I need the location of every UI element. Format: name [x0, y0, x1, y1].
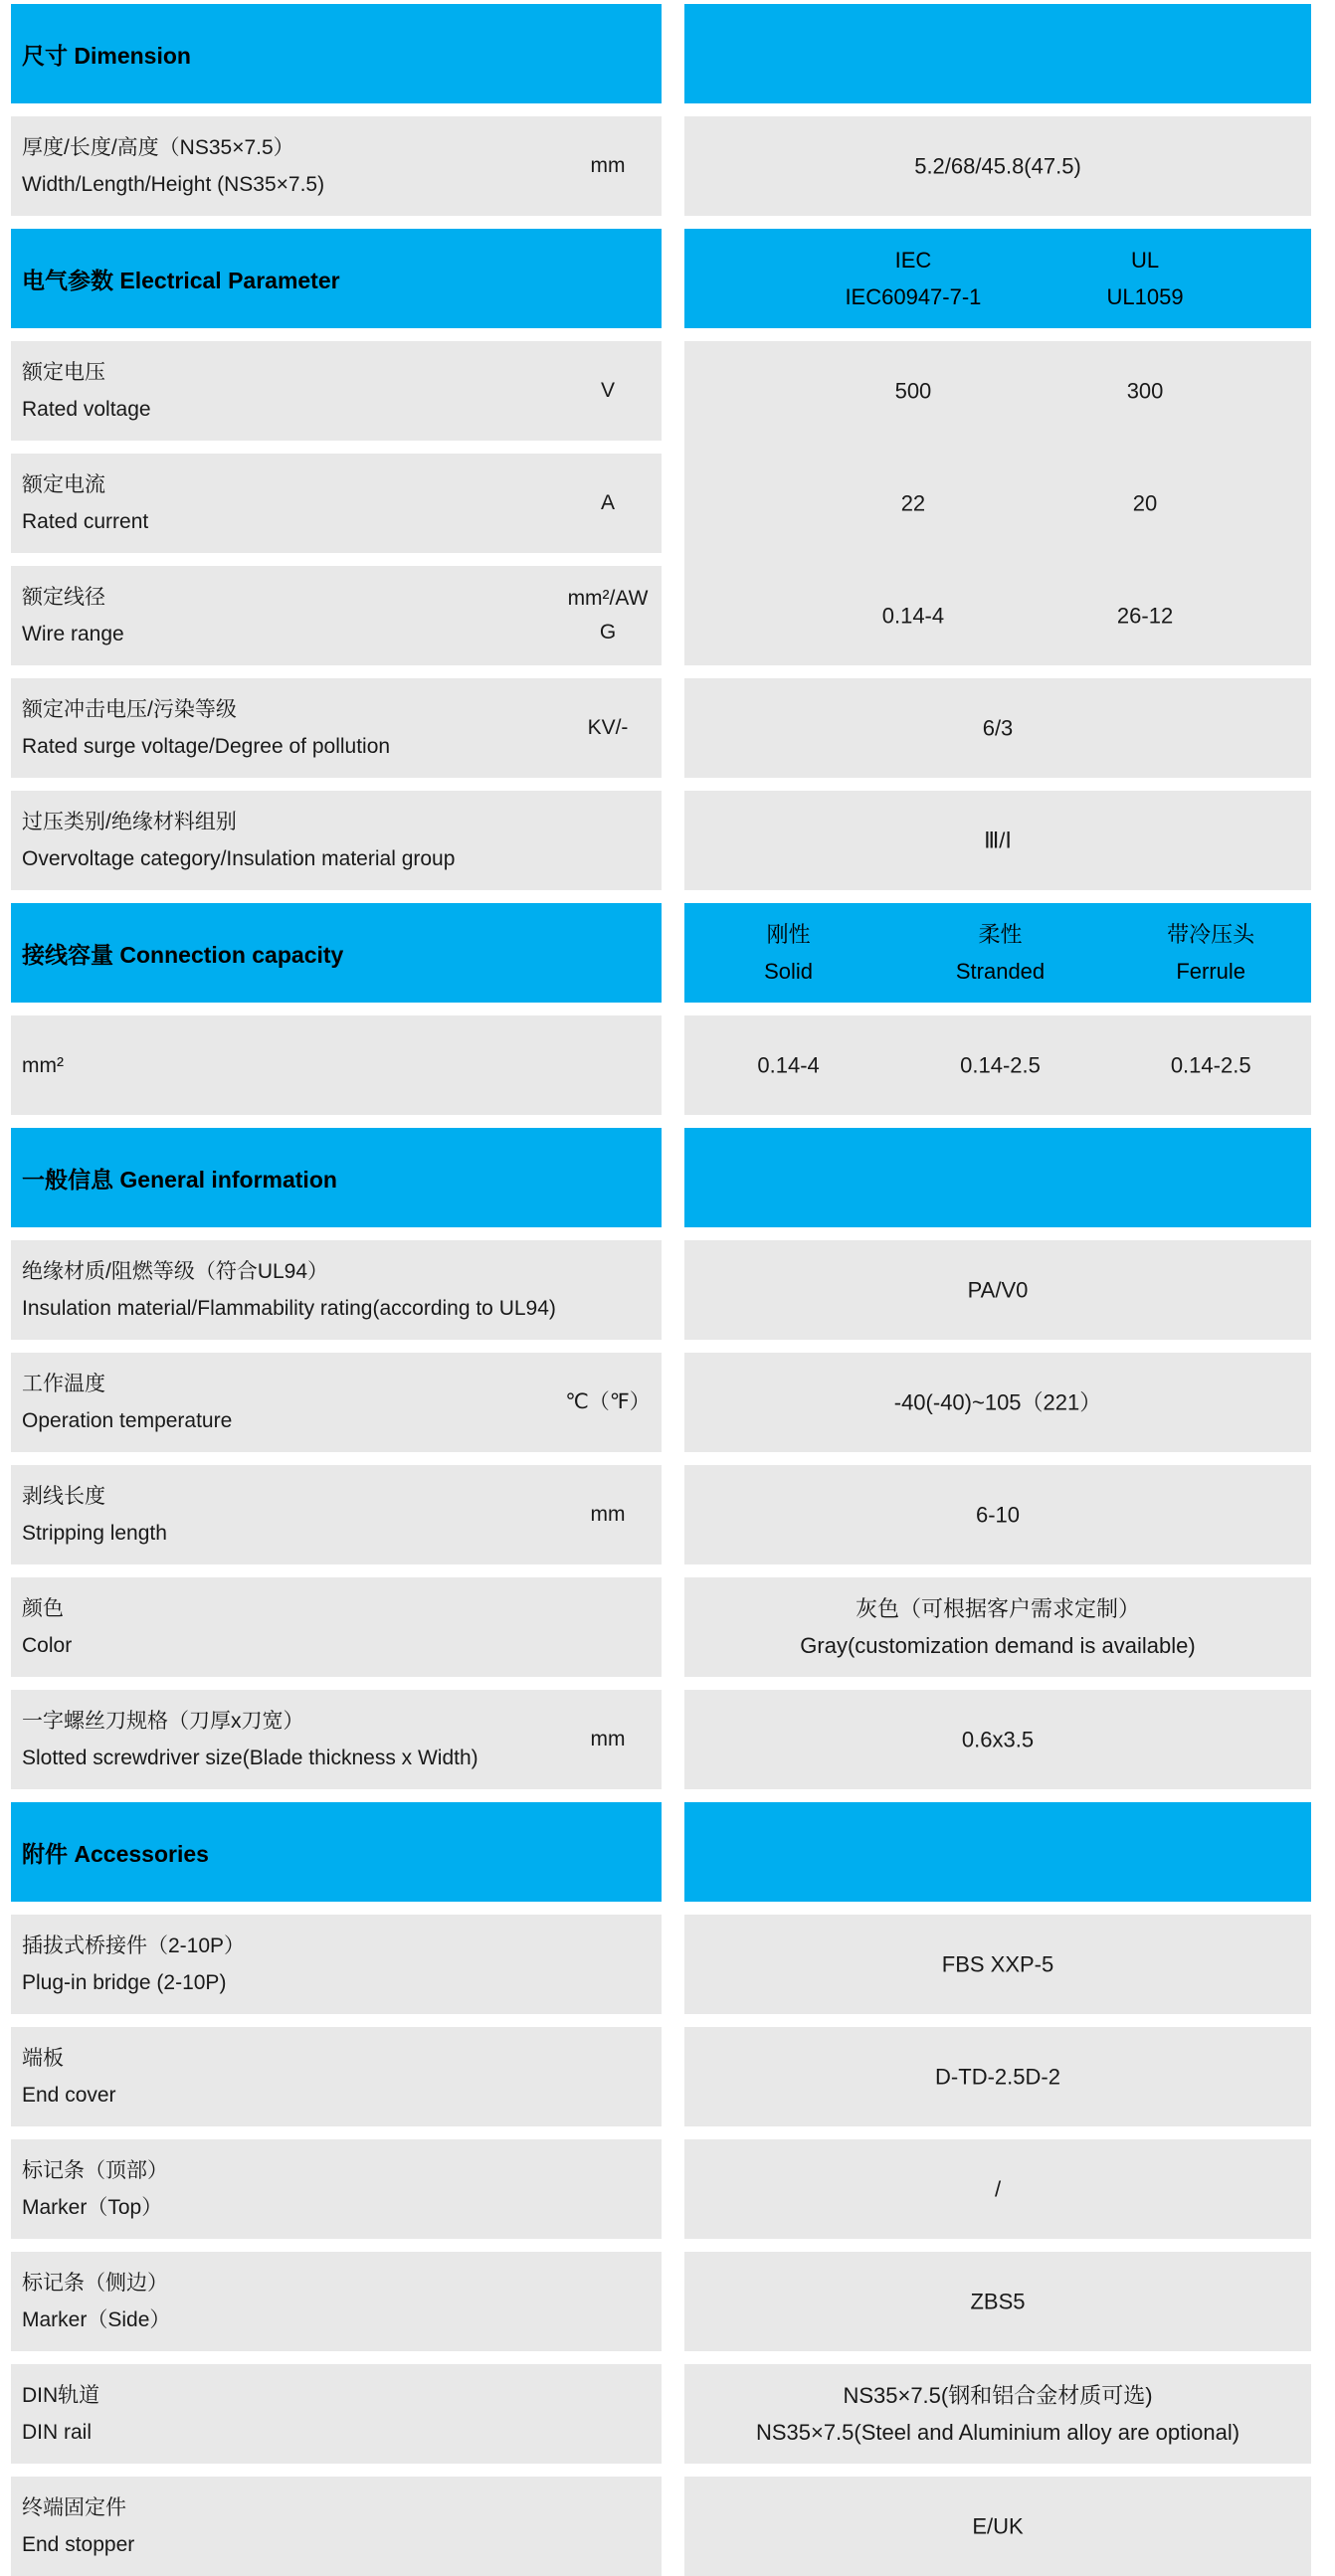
spec-row [11, 1353, 1311, 1452]
section-value-cell [684, 229, 1311, 328]
value-line: PA/V0 [967, 1277, 1029, 1303]
value [960, 1047, 1041, 1084]
value-line: 0.6x3.5 [961, 1727, 1035, 1752]
value-cell [684, 1690, 1311, 1789]
value-cell [684, 1240, 1311, 1340]
section-title: 接线容量 Connection capacity [22, 941, 344, 968]
column-header-line: 柔性 [978, 922, 1023, 947]
label-line-en: DIN rail [22, 2421, 93, 2444]
label-cell [11, 454, 662, 553]
group-value-cell [684, 341, 1311, 665]
unit-label [562, 454, 654, 553]
label-line-zh: 一字螺丝刀规格（刀厚x刀宽） [22, 1710, 304, 1733]
label-line-zh: 端板 [22, 2047, 64, 2070]
value-line: 灰色（可根据客户需求定制） [855, 1596, 1140, 1621]
value-line: 0.14-4 [757, 1052, 820, 1078]
unit-text: A [600, 491, 615, 514]
label-line-en: Color [22, 1634, 73, 1657]
label-line-en: End cover [22, 2084, 116, 2107]
unit-label [562, 1465, 654, 1564]
row-label [11, 1928, 662, 2001]
section-title: 附件 Accessories [22, 1840, 209, 1867]
section-title: 电气参数 Electrical Parameter [22, 267, 340, 293]
spec-row [11, 2477, 1311, 2576]
row-label [11, 804, 662, 877]
spec-row [11, 1690, 1311, 1789]
label-cell [11, 791, 662, 890]
value-line: 300 [1126, 378, 1164, 404]
column-header-line: Stranded [955, 959, 1046, 984]
section-title: 一般信息 General information [22, 1166, 337, 1193]
value-line: D-TD-2.5D-2 [935, 2064, 1060, 2090]
value-cell [684, 1577, 1311, 1677]
value-cell [684, 2252, 1311, 2351]
value-line: NS35×7.5(钢和铝合金材质可选) [843, 2383, 1153, 2408]
unit-text: ℃（℉） [565, 1390, 651, 1413]
label-line-zh: 颜色 [22, 1597, 64, 1620]
value [894, 1384, 1102, 1421]
value-line: 26-12 [1116, 603, 1174, 629]
section-row [11, 229, 1311, 328]
group-value-section [684, 566, 1311, 665]
label-cell [11, 2364, 662, 2464]
spec-row [11, 678, 1311, 778]
column-header [1167, 916, 1254, 990]
unit-label [562, 1353, 654, 1452]
label-line-zh: 额定冲击电压/污染等级 [22, 698, 237, 721]
label-line-zh: mm² [22, 1053, 64, 1077]
label-cell [11, 678, 662, 778]
spec-row [11, 2139, 1311, 2239]
spec-row [11, 791, 1311, 890]
section-value-cell [684, 1802, 1311, 1902]
section-row [11, 4, 1311, 103]
value [970, 2284, 1025, 2320]
label-line-zh: 标记条（顶部） [22, 2159, 168, 2182]
value-line: NS35×7.5(Steel and Aluminium alloy are optional) [755, 2420, 1240, 2445]
value [901, 485, 925, 522]
unit-text: mm [590, 1728, 626, 1750]
section-label-cell [11, 1128, 662, 1227]
value [984, 823, 1012, 859]
unit-text: mm²/AWG [567, 587, 649, 644]
value [895, 373, 932, 410]
label-line-zh: 剥线长度 [22, 1485, 105, 1508]
value-line: 20 [1132, 490, 1158, 516]
value [882, 598, 944, 635]
label-cell [11, 1465, 662, 1564]
value [756, 2377, 1240, 2451]
label-line-zh: 额定电压 [22, 361, 105, 384]
unit-text: mm [590, 154, 626, 177]
value-line: Gray(customization demand is available) [800, 1633, 1196, 1658]
value-line: 0.14-4 [881, 603, 945, 629]
column-header-line: UL1059 [1106, 284, 1184, 309]
value-line: 5.2/68/45.8(47.5) [914, 153, 1081, 179]
spec-row [11, 1577, 1311, 1677]
value-cell [684, 678, 1311, 778]
label-cell [11, 2252, 662, 2351]
value-line: FBS XXP-5 [941, 1951, 1054, 1977]
row-label [11, 2265, 662, 2338]
label-line-zh: 额定电流 [22, 473, 105, 496]
label-line-zh: 工作温度 [22, 1373, 105, 1395]
section-row [11, 1128, 1311, 1227]
value [914, 148, 1081, 185]
label-line-zh: 额定线径 [22, 586, 105, 609]
label-cell [11, 1690, 662, 1789]
value-cell [684, 116, 1311, 216]
label-cell [11, 341, 662, 441]
label-line-en: Rated current [22, 510, 149, 533]
label-line-en: Marker（Side） [22, 2308, 171, 2331]
value [1127, 373, 1164, 410]
unit-label [562, 116, 654, 216]
section-label-cell [11, 1802, 662, 1902]
section-label-cell [11, 4, 662, 103]
label-line-zh: 插拔式桥接件（2-10P） [22, 1934, 246, 1957]
row-label [11, 1253, 662, 1327]
value-cell [684, 1915, 1311, 2014]
label-line-zh: 标记条（侧边） [22, 2272, 168, 2295]
spec-row [11, 1240, 1311, 1340]
value [800, 1590, 1195, 1664]
value [983, 710, 1014, 747]
value [1171, 1047, 1251, 1084]
value-line: 0.14-2.5 [960, 1052, 1041, 1078]
label-line-en: Stripping length [22, 1522, 167, 1545]
label-line-en: Overvoltage category/Insulation material group [22, 847, 456, 870]
value-line: 22 [900, 490, 926, 516]
label-cell [11, 2477, 662, 2576]
unit-label [562, 341, 654, 441]
value-line: 0.14-2.5 [1170, 1052, 1251, 1078]
value-line: E/UK [972, 2513, 1024, 2539]
row-label [11, 1047, 662, 1084]
spec-row [11, 1015, 1311, 1115]
value [976, 1497, 1020, 1534]
value-cell [684, 791, 1311, 890]
unit-label [562, 1690, 654, 1789]
unit-text: mm [590, 1503, 626, 1526]
unit-label [562, 566, 654, 665]
label-line-en: Slotted screwdriver size(Blade thickness x Width) [22, 1747, 478, 1769]
label-line-zh: DIN轨道 [22, 2384, 100, 2407]
column-header [764, 916, 813, 990]
value-line: / [994, 2176, 1002, 2202]
section-label-cell [11, 903, 662, 1003]
column-header-line: Ferrule [1176, 959, 1246, 984]
label-line-en: Marker（Top） [22, 2196, 163, 2219]
label-line-zh: 过压类别/绝缘材料组别 [22, 811, 237, 833]
row-label [11, 2377, 662, 2451]
label-line-en: Width/Length/Height (NS35×7.5) [22, 173, 325, 196]
column-header-line: 带冷压头 [1167, 922, 1255, 947]
spec-row [11, 1465, 1311, 1564]
spec-row [11, 2364, 1311, 2464]
label-line-zh: 厚度/长度/高度（NS35×7.5） [22, 136, 294, 159]
row-label [11, 1590, 662, 1664]
value-line: 6/3 [982, 715, 1014, 741]
section-value-cell [684, 1128, 1311, 1227]
section-row [11, 1802, 1311, 1902]
value-cell [684, 2477, 1311, 2576]
value [962, 1722, 1034, 1758]
group-value-section [684, 341, 1311, 441]
label-cell [11, 116, 662, 216]
group-left-stack [11, 341, 662, 665]
row-label [11, 2489, 662, 2563]
value-line: Ⅲ/Ⅰ [984, 828, 1012, 853]
row-label [11, 2040, 662, 2114]
spec-group-row [11, 341, 1311, 665]
spec-row [11, 116, 1311, 216]
value-line: -40(-40)~105（221） [893, 1389, 1102, 1415]
value-cell [684, 2364, 1311, 2464]
spec-row [11, 1915, 1311, 2014]
column-header [956, 916, 1045, 990]
value [1133, 485, 1157, 522]
column-header [845, 242, 981, 315]
value-cell [684, 1015, 1311, 1115]
column-header [1107, 242, 1184, 315]
value-cell [684, 1465, 1311, 1564]
value [968, 1272, 1029, 1309]
label-line-en: Rated surge voltage/Degree of pollution [22, 735, 391, 758]
value [972, 2508, 1023, 2545]
unit-label [562, 678, 654, 778]
section-row [11, 903, 1311, 1003]
value-line: ZBS5 [970, 2289, 1026, 2314]
label-line-en: Wire range [22, 623, 124, 645]
label-cell [11, 1353, 662, 1452]
label-line-en: End stopper [22, 2533, 135, 2556]
value-line: 500 [894, 378, 932, 404]
label-cell [11, 2027, 662, 2126]
value [1117, 598, 1173, 635]
value [942, 1946, 1053, 1983]
column-header-line: Solid [764, 959, 814, 984]
value-cell [684, 2027, 1311, 2126]
label-cell [11, 1915, 662, 2014]
label-line-en: Plug-in bridge (2-10P) [22, 1971, 227, 1994]
section-value-cell [684, 903, 1311, 1003]
value-cell [684, 1353, 1311, 1452]
label-cell [11, 566, 662, 665]
value [995, 2171, 1001, 2208]
row-label [11, 2152, 662, 2226]
value-cell [684, 2139, 1311, 2239]
label-cell [11, 1240, 662, 1340]
group-value-section [684, 454, 1311, 553]
column-header-line: UL [1130, 248, 1160, 273]
section-label-cell [11, 229, 662, 328]
column-header-line: IEC [894, 248, 932, 273]
value-line: 6-10 [975, 1502, 1021, 1528]
label-line-en: Operation temperature [22, 1409, 233, 1432]
label-cell [11, 1577, 662, 1677]
unit-text: KV/- [587, 716, 629, 739]
section-title: 尺寸 Dimension [22, 42, 191, 69]
spec-row [11, 2027, 1311, 2126]
label-line-en: Rated voltage [22, 398, 151, 421]
value [935, 2059, 1060, 2096]
label-cell [11, 1015, 662, 1115]
spec-row [11, 2252, 1311, 2351]
value [757, 1047, 819, 1084]
label-cell [11, 2139, 662, 2239]
column-header-line: 刚性 [766, 922, 811, 947]
label-line-zh: 终端固定件 [22, 2496, 126, 2519]
unit-text: V [600, 379, 615, 402]
label-line-zh: 绝缘材质/阻燃等级（符合UL94） [22, 1260, 329, 1283]
column-header-line: IEC60947-7-1 [845, 284, 982, 309]
label-line-en: Insulation material/Flammability rating(according to UL94) [22, 1297, 556, 1320]
section-value-cell [684, 4, 1311, 103]
